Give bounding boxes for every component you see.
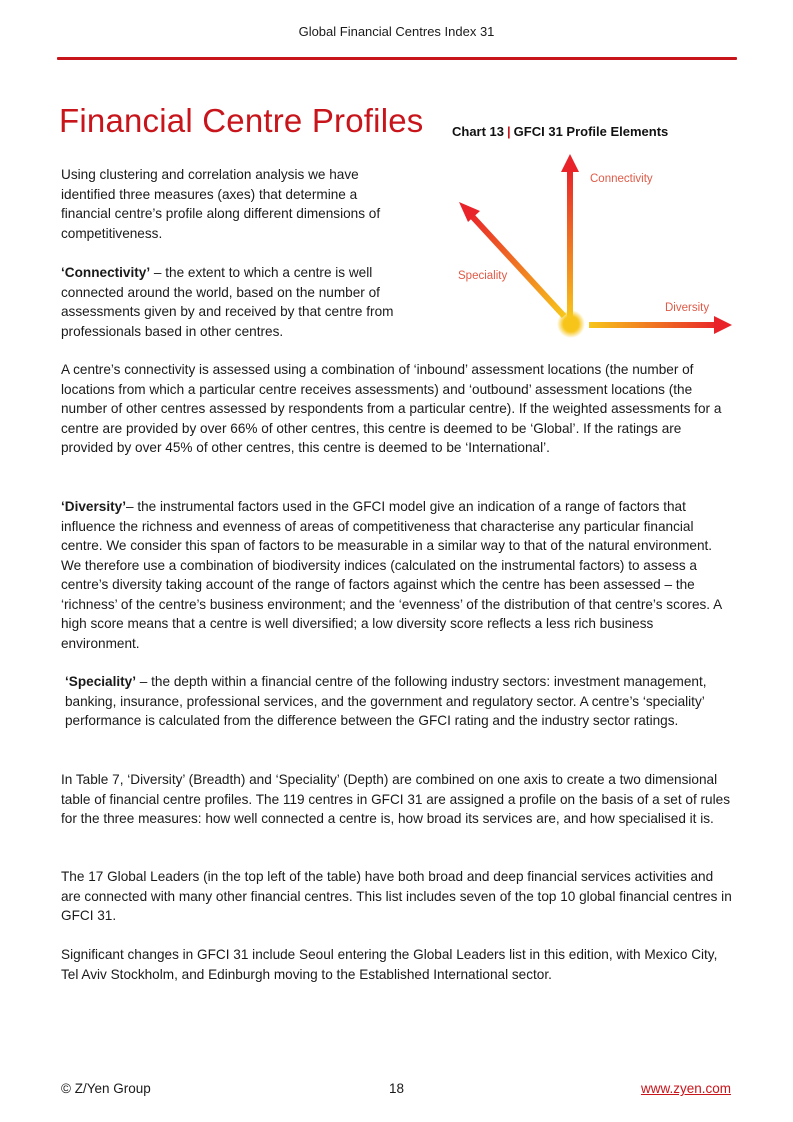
speciality-label: Speciality (458, 270, 508, 282)
diversity-arrow (589, 316, 732, 334)
diversity-label: Diversity (665, 302, 710, 314)
diversity-term: ‘Diversity’ (61, 499, 126, 514)
global-leaders-paragraph: The 17 Global Leaders (in the top left of the table) have both broad and deep financial services activities and are connected with many other financial centres. This list includes seven of the top 10 global financial centres in GFCI 31. (61, 869, 732, 923)
chart-number: Chart 13 (452, 124, 505, 139)
running-header: Global Financial Centres Index 31 (298, 24, 495, 39)
website-link[interactable]: www.zyen.com (640, 1081, 731, 1096)
connectivity-definition: – the extent to which a centre is well connected around the world, based on the number of assessments given by and received by that centre from professionals based in other centres. (61, 265, 394, 339)
chart-title: GFCI 31 Profile Elements (513, 124, 669, 139)
page-number: 18 (388, 1081, 405, 1096)
page-title: Financial Centre Profiles (59, 102, 424, 139)
speciality-paragraph (65, 672, 737, 731)
speciality-arrow (459, 202, 564, 316)
diversity-paragraph (61, 497, 733, 653)
chart-caption (452, 124, 668, 139)
connectivity-arrow (561, 154, 579, 318)
footer-copyright: © Z/Yen Group (61, 1081, 151, 1096)
intro-paragraph: Using clustering and correlation analysis we have identified three measures (axes) that determine a financial centre’s profile along different dimensions of competitiveness. (61, 167, 381, 241)
table7-paragraph: In Table 7, ‘Diversity’ (Breadth) and ‘Speciality’ (Depth) are combined on one axis to create a two dimensional table of financial centre profiles. The 119 centres in GFCI 31 are assigned a profile on the basis of a set of rules for the three measures: how well connected a centre is, how broad its services are, and how specialised it is. (61, 772, 730, 826)
chart-caption-separator: | (507, 124, 511, 139)
connectivity-term: ‘Connectivity’ (61, 265, 151, 280)
diversity-definition: – the instrumental factors used in the GFCI model give an indication of a range of factors that influence the richness and evenness of areas of competitiveness that characterise any particular financial centre. We consider this span of factors to be measurable in a similar way to that of the natural environment. We therefore use a combination of biodiversity indices (calculated on the instrumental factors) to assess a centre’s diversity taking account of the range of factors against which the centre has been assessed – the ‘richness’ of the centre’s business environment; and the ‘evenness’ of the distribution of that centre’s scores. A high score means that a centre is well diversified; a low diversity score reflects a less rich business environment. (61, 499, 722, 651)
header-divider (57, 57, 737, 60)
speciality-term: ‘Speciality’ (65, 674, 137, 689)
speciality-definition: – the depth within a financial centre of the following industry sectors: investment management, banking, insurance, professional services, and the government and regulatory sector. A centre’s ‘speciality’ performance is calculated from the difference between the GFCI rating and the industry sector ratings. (65, 674, 707, 728)
profile-elements-diagram (440, 148, 740, 348)
connectivity-label: Connectivity (590, 173, 653, 185)
changes-paragraph: Significant changes in GFCI 31 include Seoul entering the Global Leaders list in this edition, with Mexico City, Tel Aviv Stockholm, and Edinburgh moving to the Established International sector. (61, 947, 718, 982)
connectivity-detail-paragraph: A centre’s connectivity is assessed using a combination of ‘inbound’ assessment locations (the number of locations from which a particular centre receives assessments) and ‘outbound’ assessment locations (the number of other centres assessed by respondents from a particular centre). If the weighted assessments for a centre are provided by over 66% of other centres, this centre is deemed to be ‘Global’. If the ratings are provided by over 45% of other centres, this centre is deemed to be ‘International’. (61, 362, 722, 455)
connectivity-paragraph (61, 263, 406, 341)
